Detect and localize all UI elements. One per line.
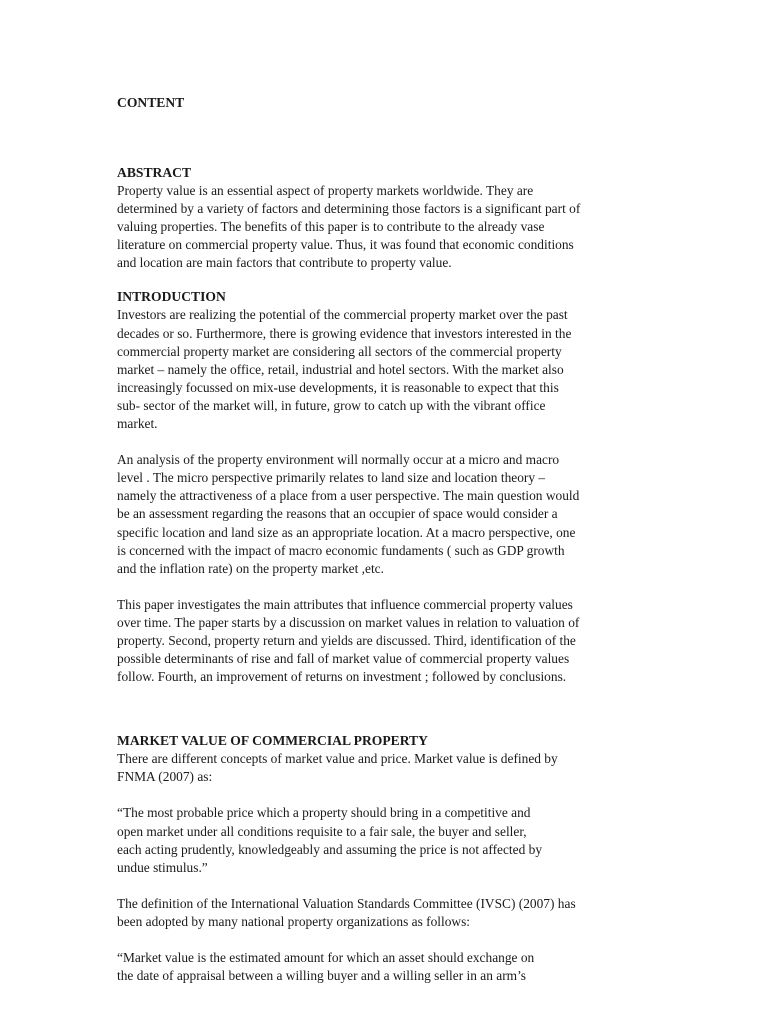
text-line: determined by a variety of factors and determining those factors is a significant part of (117, 201, 581, 217)
text-line: be an assessment regarding the reasons that an occupier of space would consider a (117, 506, 558, 522)
text-line: namely the attractiveness of a place from a user perspective. The main question would (117, 488, 580, 504)
text-line: possible determinants of rise and fall of market value of commercial property values (117, 651, 570, 667)
text-line: undue stimulus.” (117, 859, 208, 875)
text-line: and the inflation rate) on the property market ,etc. (117, 560, 384, 576)
text-line: This paper investigates the main attributes that influence commercial property values (117, 596, 573, 612)
market-value-section (117, 732, 657, 985)
abstract-section (117, 164, 657, 272)
text-line: over time. The paper starts by a discussion on market values in relation to valuation of (117, 614, 580, 630)
text-line: increasingly focussed on mix-use developments, it is reasonable to expect that this (117, 379, 559, 395)
introduction-section (117, 288, 657, 686)
market-value-paragraph-2 (117, 895, 657, 931)
text-line: The definition of the International Valuation Standards Committee (IVSC) (2007) has (117, 895, 576, 911)
text-line: property. Second, property return and yields are discussed. Third, identification of the (117, 632, 576, 648)
text-line: and location are main factors that contribute to property value. (117, 255, 452, 271)
text-line: is concerned with the impact of macro economic fundaments ( such as GDP growth (117, 542, 565, 558)
text-line: market – namely the office, retail, industrial and hotel sectors. With the market also (117, 361, 564, 377)
ivsc-quote (117, 949, 657, 985)
text-line: Investors are realizing the potential of the commercial property market over the past (117, 307, 568, 323)
text-line: the date of appraisal between a willing buyer and a willing seller in an arm’s (117, 968, 527, 984)
text-line: Property value is an essential aspect of property markets worldwide. They are (117, 183, 534, 198)
text-line: market. (117, 416, 158, 432)
introduction-paragraph-1 (117, 306, 657, 433)
introduction-paragraph-3 (117, 596, 657, 686)
content-heading: CONTENT (117, 95, 185, 110)
text-line: commercial property market are considering all sectors of the commercial property (117, 343, 562, 359)
fnma-quote (117, 804, 657, 876)
text-line: FNMA (2007) as: (117, 769, 213, 785)
abstract-heading: ABSTRACT (117, 165, 192, 180)
text-line: level . The micro perspective primarily relates to land size and location theory – (117, 470, 546, 486)
text-line: There are different concepts of market value and price. Market value is defined by (117, 751, 558, 767)
text-line: been adopted by many national property organizations as follows: (117, 913, 471, 929)
text-line: each acting prudently, knowledgeably and assuming the price is not affected by (117, 841, 543, 857)
document-page (117, 94, 657, 985)
market-value-heading: MARKET VALUE OF COMMERCIAL PROPERTY (117, 733, 428, 749)
text-line: literature on commercial property value. Thus, it was found that economic conditions (117, 237, 574, 253)
abstract-paragraph (117, 182, 657, 272)
text-line: follow. Fourth, an improvement of returns on investment ; followed by conclusions. (117, 669, 567, 685)
text-line: “The most probable price which a property should bring in a competitive and (117, 805, 531, 821)
text-line: valuing properties. The benefits of this paper is to contribute to the already vase (117, 219, 545, 235)
text-line: specific location and land size as an appropriate location. At a macro perspective, one (117, 524, 576, 540)
text-line: An analysis of the property environment will normally occur at a micro and macro (117, 452, 560, 468)
introduction-paragraph-2 (117, 451, 657, 578)
text-line: sub- sector of the market will, in future, grow to catch up with the vibrant office (117, 397, 546, 413)
text-line: decades or so. Furthermore, there is growing evidence that investors interested in the (117, 325, 572, 341)
text-line: “Market value is the estimated amount for which an asset should exchange on (117, 950, 535, 965)
market-value-paragraph-1 (117, 750, 657, 786)
introduction-heading: INTRODUCTION (117, 289, 226, 305)
text-line: open market under all conditions requisite to a fair sale, the buyer and seller, (117, 823, 527, 839)
